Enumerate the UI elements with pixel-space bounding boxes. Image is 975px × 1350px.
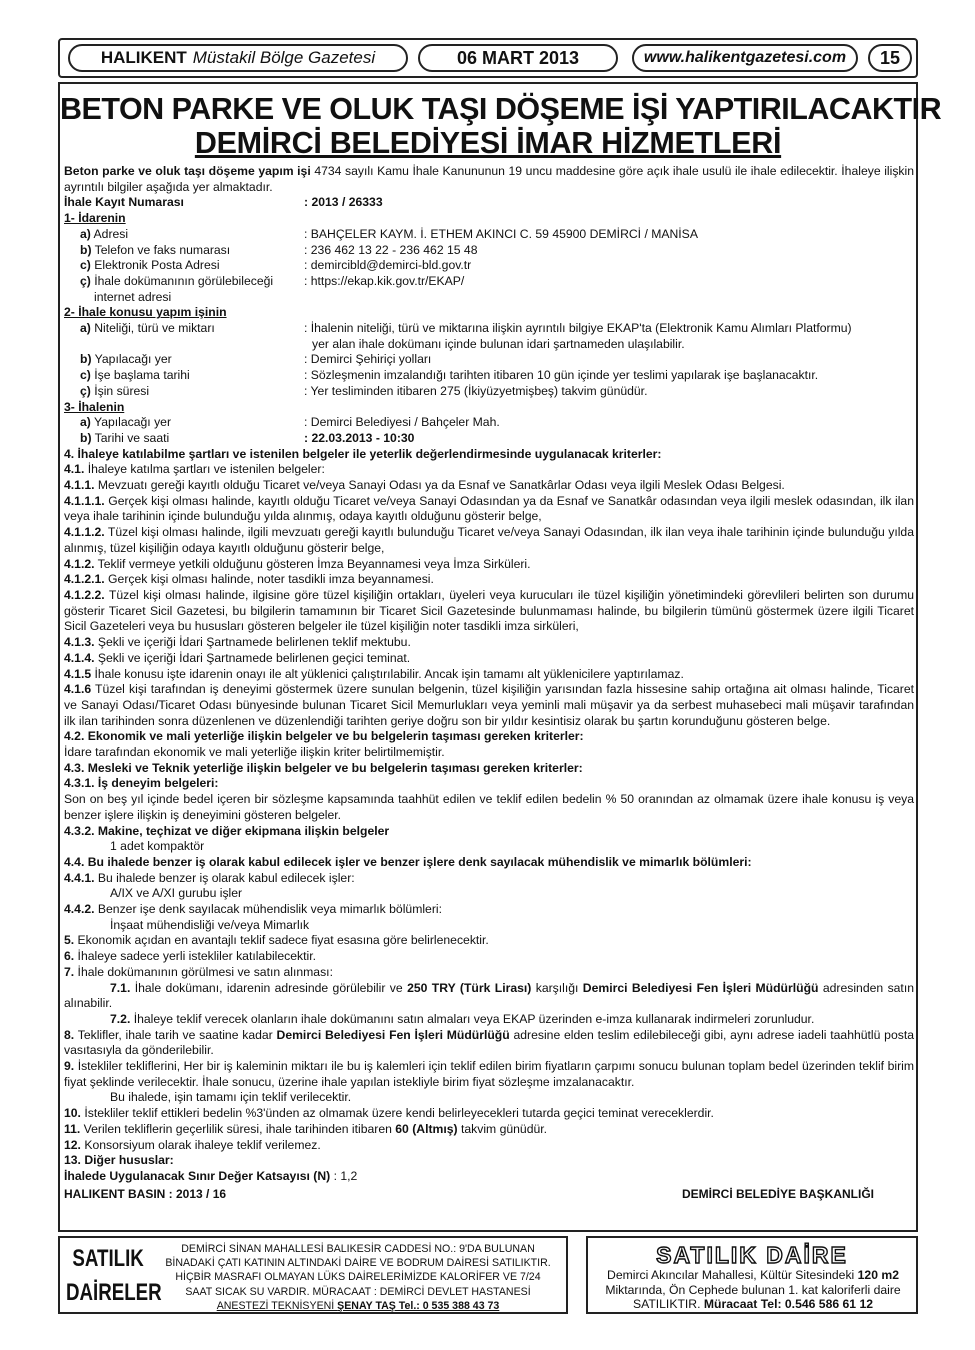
article-frame xyxy=(58,82,942,1232)
p4122-text: Tüzel kişi olması halinde, ilgisine göre tüzel kişiliğin ortakları, üyeleri veya kurucuları ile tüzel kişiliğin yönetimindeki görevlileri belirten son durumu gösterir Ticaret Sicil Gazetesi, bu bilgilerin tamamının bir Ticaret Sicil Gazetesinde bulunmaması halinde, bu bilgilerin tümünü göstermek üzere ilgili Ticaret Sicil Gazeteleri veya bu hususları gösteren belgeler ile tüzel kişiliğin noter tasdikli imza sirküleri, xyxy=(64,587,914,634)
article-headline: BETON PARKE VE OLUK TAŞI DÖŞEME İŞİ YAPTIRILACAKTIR xyxy=(60,92,942,126)
s1-c-value[interactable]: : demircibld@demirci-bld.gov.tr xyxy=(304,258,472,273)
p9-text: İstekliler tekliflerini, Her bir iş kaleminin miktarı ile bu iş kalemleri için teklif edilen birim fiyatların çarpımı sonucu bulunan toplam bedel üzerinden teklif birim fiyat şeklinde verilecektir. İhale sonucu, üzerine ihale yapılan istekliyle birim fiyat sözleşme imzalanacaktır. xyxy=(64,1059,914,1089)
s1-a-value: : BAHÇELER KAYM. İ. ETHEM AKINCI C. 59 45900 DEMİRCİ / MANİSA xyxy=(304,226,698,241)
s2-b-label: Yapılacağı yer xyxy=(91,352,172,367)
p71-key: 7.1. xyxy=(110,980,131,995)
p5-key: 5. xyxy=(64,933,75,948)
section-2-title: 2- İhale konusu yapım işinin xyxy=(64,305,227,320)
s1-d-label: İhale dokümanının görülebileceği xyxy=(90,273,274,288)
p4121 xyxy=(64,572,914,588)
s3-b-value: : 22.03.2013 - 10:30 xyxy=(304,430,415,445)
ad-left-line-1: DEMİRCİ SİNAN MAHALLESİ BALIKESİR CADDESİ NO.: 9'DA BULUNAN xyxy=(181,1243,535,1255)
s2-c-value: : Sözleşmenin imzalandığı tarihten itibaren 10 gün içinde yer teslimi yapılarak işe başlanacaktır. xyxy=(304,368,819,383)
p6 xyxy=(64,949,914,965)
section-1-title: 1- İdarenin xyxy=(64,211,126,226)
press-code: HALIKENT BASIN : 2013 / 16 xyxy=(64,1186,227,1201)
ad-right-contact: Müracaat Tel: 0.546 586 61 12 xyxy=(703,1297,874,1312)
s2-b-row xyxy=(64,352,914,368)
p13-a: İhalede Uygulanacak Sınır Değer Katsayısı (N) xyxy=(64,1169,331,1183)
s3-b-row xyxy=(64,431,914,447)
p4111 xyxy=(64,494,914,525)
p8-a: Teklifler, ihale tarih ve saatine kadar xyxy=(74,1027,277,1042)
s2-d-key: ç) xyxy=(80,383,91,398)
p4122 xyxy=(64,588,914,635)
classified-ad-apartment xyxy=(586,1236,918,1314)
p6-key: 6. xyxy=(64,949,75,964)
s3-a-key: a) xyxy=(80,415,91,430)
s1-c-key: c) xyxy=(80,258,91,273)
p441-text: Bu ihalede benzer iş olarak kabul edilecek işler: xyxy=(94,870,355,885)
p13-body xyxy=(64,1169,914,1185)
p431 xyxy=(64,776,914,792)
p431-text: İş deneyim belgeleri: xyxy=(94,776,219,791)
s1-d-row xyxy=(64,274,914,290)
p41 xyxy=(64,462,914,478)
article-subhead: DEMİRCİ BELEDİYESİ İMAR HİZMETLERİ xyxy=(194,126,782,160)
s1-b-row xyxy=(64,243,914,259)
ad-right-title: SATILIK DAİRE xyxy=(656,1242,848,1268)
ad-left-line-2: BİNADAKİ ÇATI KATININ ALTINDAKİ DAİRE VE BODRUM DAİRESİ SATILIKTIR. xyxy=(165,1257,551,1270)
s2-c-label: İşe başlama tarihi xyxy=(90,368,190,383)
p5 xyxy=(64,933,914,949)
s3-a-value: : Demirci Belediyesi / Bahçeler Mah. xyxy=(304,415,500,430)
brand-name: HALIKENT xyxy=(100,48,187,67)
p431-key: 4.3.1. xyxy=(64,776,95,791)
ad-right-size: 120 m2 xyxy=(857,1268,899,1282)
p411 xyxy=(64,478,914,494)
s2-d-label: İşin süresi xyxy=(90,383,150,398)
ad-left-contact: ŞENAY TAŞ Tel.: 0 535 388 43 73 xyxy=(337,1299,500,1312)
p7-key: 7. xyxy=(64,964,75,979)
p412 xyxy=(64,557,914,573)
ad-right-text xyxy=(592,1268,914,1312)
ad-left-text xyxy=(152,1242,564,1313)
s2-c-key: c) xyxy=(80,368,91,383)
p414-text: Şekli ve içeriği İdari Şartnamede belirlenen geçici teminat. xyxy=(94,650,411,665)
s1-b-value: : 236 462 13 22 - 236 462 15 48 xyxy=(304,242,478,257)
s2-a-label: Niteliği, türü ve miktarı xyxy=(90,321,215,336)
s2-a-value-2: yer alan ihale dokümanı içinde bulunan idari şartnameden ulaşılabilir. xyxy=(312,336,685,351)
p72 xyxy=(64,1012,914,1028)
ad-left-line-3: HİÇBİR MASRAFI OLMAYAN LÜKS DAİRELERİMİZDE KALORİFER VE 7/24 xyxy=(175,1271,541,1284)
s1-d-value[interactable]: : https://ekap.kik.gov.tr/EKAP/ xyxy=(304,273,465,288)
s2-a-row xyxy=(64,321,914,337)
p41-key: 4.1. xyxy=(64,462,85,477)
p8-c: adresine elden teslim edilebileceği gibi, aynı adrese iadeli taahhütlü posta vasıtasıyla da gönderilebilir. xyxy=(64,1027,915,1058)
ad-right-line-3: SATILIKTIR. xyxy=(632,1297,704,1312)
p413-key: 4.1.3. xyxy=(64,635,95,650)
p12 xyxy=(64,1138,914,1154)
p10 xyxy=(64,1106,914,1122)
p415 xyxy=(64,667,914,683)
p11-b: 60 (Altmış) xyxy=(395,1121,458,1136)
p414-key: 4.1.4. xyxy=(64,650,95,665)
issuer-name: DEMİRCİ BELEDİYE BAŞKANLIĞI xyxy=(681,1186,874,1201)
p6-text: İhaleye sadece yerli istekliler katılabilecektir. xyxy=(74,949,316,964)
ad-right-line-2: Miktarında, Ön Cephede bulunan 1. kat kaloriferli daire xyxy=(605,1282,901,1297)
p44: 4.4. Bu ihalede benzer iş olarak kabul edilecek işler ve benzer işlere denk sayılacak mühendislik ve mimarlık bölümleri: xyxy=(64,854,752,869)
p42-text: İdare tarafından ekonomik ve mali yeterliğe ilişkin kriter belirtilmemiştir. xyxy=(64,745,445,760)
p4111-text: Gerçek kişi olması halinde, kayıtlı olduğu Ticaret ve/veya Sanayi Odasından ya da Esnaf ve Sanatkâr odasından veya ilgili meslek odasından, ilk ilan veya ihale tarihinin içinde bulunduğu yılda alınmış, odaya kayıtlı olduğunu gösterir belge, xyxy=(64,493,914,524)
s3-b-key: b) xyxy=(80,430,92,445)
p71-b: 250 TRY (Türk Lirası) xyxy=(407,980,532,995)
p432-body: 1 adet kompaktör xyxy=(110,839,205,854)
p413 xyxy=(64,635,914,651)
p9-key: 9. xyxy=(64,1059,75,1074)
p11-a: Verilen tekliflerin geçerlilik süresi, ihale tarihinden itibaren xyxy=(80,1121,396,1136)
p411-key: 4.1.1. xyxy=(64,478,95,493)
p431-body: Son on beş yıl içinde bedel içeren bir sözleşme kapsamında taahhüt edilen ve teklif edilen bedelin % 50 oranından az olmamak üzere ihale konusu iş veya benzer işlere ilişkin iş deneyimini gösteren belgeler. xyxy=(64,792,914,822)
p412-key: 4.1.2. xyxy=(64,556,95,571)
ad-right-line-1: Demirci Akıncılar Mahallesi, Kültür Sitesindeki xyxy=(607,1268,858,1282)
p41-text: İhaleye katılma şartları ve istenilen belgeler: xyxy=(84,462,325,477)
p11 xyxy=(64,1122,914,1138)
p416 xyxy=(64,682,914,729)
p412-text: Teklif vermeye yetkili olduğunu gösteren İmza Beyannamesi veya İmza Sirküleri. xyxy=(94,556,531,571)
s1-d-label-2: internet adresi xyxy=(94,289,172,304)
s1-a-key: a) xyxy=(80,226,91,241)
p11-key: 11. xyxy=(64,1121,81,1136)
intro-text: 4734 sayılı Kamu İhale Kanununun 19 uncu maddesine göre açık ihale usulü ile ihale edilecektir. İhaleye ilişkin ayrıntılı bilgiler aşağıda yer almaktadır. xyxy=(64,164,914,194)
p7 xyxy=(64,965,914,981)
p42: 4.2. Ekonomik ve mali yeterliğe ilişkin belgeler ve bu belgelerin taşıması gereken kriterler: xyxy=(64,729,584,744)
s1-c-row xyxy=(64,258,914,274)
newspaper-brand xyxy=(68,44,408,72)
s1-d-key: ç) xyxy=(80,273,91,288)
p442-text: Benzer işe denk sayılacak mühendislik veya mimarlık bölümleri: xyxy=(94,902,442,917)
article-footer xyxy=(64,1187,914,1203)
ad-left-title xyxy=(66,1242,162,1310)
p413-text: Şekli ve içeriği İdari Şartnamede belirlenen teklif mektubu. xyxy=(94,635,411,650)
p442 xyxy=(64,902,914,918)
p13-b: : 1,2 xyxy=(330,1169,358,1183)
p13: 13. Diğer hususlar: xyxy=(64,1153,174,1168)
p442-body: İnşaat mühendisliği ve/veya Mimarlık xyxy=(110,917,310,932)
intro-bold: Beton parke ve oluk taşı döşeme yapım işi xyxy=(64,164,311,178)
s1-a-label: Adresi xyxy=(90,226,129,241)
masthead xyxy=(58,38,918,78)
s2-c-row xyxy=(64,368,914,384)
p415-text: İhale konusu işte idarenin onayı ile alt yüklenici çalıştırılabilir. Ancak işin tamamı alt yüklenicilere yaptırılamaz. xyxy=(91,666,684,681)
intro-paragraph xyxy=(64,164,914,195)
p4121-text: Gerçek kişi olması halinde, noter tasdikli imza beyannamesi. xyxy=(104,572,434,587)
website-link[interactable]: www.halikentgazetesi.com xyxy=(632,44,858,72)
p71-a: İhale dokümanı, idarenin adresinde görülebilir ve xyxy=(130,980,408,995)
s2-d-value: : Yer tesliminden itibaren 275 (İkiyüzyetmişbeş) takvim günüdür. xyxy=(304,383,648,398)
s2-b-key: b) xyxy=(80,352,92,367)
brand-tagline: Müstakil Bölge Gazetesi xyxy=(192,48,376,67)
p71-e: adresinden satın alınabilir. xyxy=(64,980,914,1011)
p10-key: 10. xyxy=(64,1106,81,1121)
ad-left-title-1: SATILIK xyxy=(72,1245,144,1272)
ad-left-line-5a: ANESTEZİ TEKNİSYENİ xyxy=(216,1299,338,1312)
s1-b-key: b) xyxy=(80,242,92,257)
p442-key: 4.4.2. xyxy=(64,902,95,917)
p11-c: takvim günüdür. xyxy=(457,1121,548,1136)
s3-a-label: Yapılacağı yer xyxy=(90,415,172,430)
p12-key: 12. xyxy=(64,1137,81,1152)
p416-key: 4.1.6 xyxy=(64,682,92,697)
ad-left-title-2: DAİRELER xyxy=(66,1279,162,1306)
kayit-label: İhale Kayıt Numarası xyxy=(64,195,184,210)
issue-date: 06 MART 2013 xyxy=(418,44,618,72)
kayit-value: : 2013 / 26333 xyxy=(304,195,383,210)
p71-c: karşılığı xyxy=(531,980,583,995)
p432: 4.3.2. Makine, teçhizat ve diğer ekipmana ilişkin belgeler xyxy=(64,823,390,838)
ad-left-line-4: SAAT SICAK SU VARDIR. MÜRACAAT : DEMİRCİ DEVLET HASTANESİ xyxy=(185,1285,531,1298)
p416-text: Tüzel kişi tarafından iş deneyimi göstermek üzere sunulan belgenin, tüzel kişiliğin yarısından fazla hissesine sahip ortağına ait olması halinde, Ticaret ve Sanayi Odası/Ticaret Odası bünyesinde bulunan Ticaret Sicil Memurlukları veya yeminli mali müşavir ya da serbest muhasebeci mali müşavir tarafından ilk ilan tarihinden sonra düzenlenen ve düzenlendiği tarihten geriye doğru son bir yıldır kesintisiz olarak bu şartın korunduğunu gösteren belge. xyxy=(64,682,914,728)
p411-text: Mevzuatı gereği kayıtlı olduğu Ticaret ve/veya Sanayi Odası ya da Esnaf ve Sanatkârlar Odası veya ilgili Meslek Odası Belgesi. xyxy=(94,478,785,493)
page-number: 15 xyxy=(868,44,912,72)
p4121-key: 4.1.2.1. xyxy=(64,572,105,587)
p72-key: 7.2. xyxy=(110,1011,131,1026)
article-body xyxy=(64,164,914,1202)
p441-key: 4.4.1. xyxy=(64,870,95,885)
section-3-title: 3- İhalenin xyxy=(64,399,125,414)
s3-b-label: Tarihi ve saati xyxy=(91,430,170,445)
p71 xyxy=(64,981,914,1012)
p414 xyxy=(64,651,914,667)
p441 xyxy=(64,871,914,887)
kayit-row xyxy=(64,195,914,211)
p9 xyxy=(64,1059,914,1090)
s1-c-label: Elektronik Posta Adresi xyxy=(90,258,220,273)
p415-key: 4.1.5 xyxy=(64,666,92,681)
p72-text: İhaleye teklif verecek olanların ihale dokümanını satın almaları veya EKAP üzerinden e-imza kullanarak indirmeleri zorunludur. xyxy=(130,1011,815,1026)
p43: 4.3. Mesleki ve Teknik yeterliğe ilişkin belgeler ve bu belgelerin taşıması gereken kriterler: xyxy=(64,760,583,775)
p9-body: Bu ihalede, işin tamamı için teklif verilecektir. xyxy=(110,1090,352,1105)
p8-key: 8. xyxy=(64,1027,75,1042)
p4112-key: 4.1.1.2. xyxy=(64,525,105,540)
s2-a-value: : İhalenin niteliği, türü ve miktarına ilişkin ayrıntılı bilgiye EKAP'ta (Elektronik Kamu Alımları Platformu) xyxy=(304,321,852,336)
classified-ad-apartments xyxy=(58,1236,568,1314)
p12-text: Konsorsiyum olarak ihaleye teklif verilemez. xyxy=(80,1137,321,1152)
s3-a-row xyxy=(64,415,914,431)
p4112-text: Tüzel kişi olması halinde, ilgili mevzuatı gereği kayıtlı bulunduğu Ticaret ve/veya Sanayi Odasından, ilk ilan veya ihale tarihinin içinde bulunduğu yılda alınmış, tüzel kişiliğin odaya kayıtlı olduğunu gösterir belge, xyxy=(64,525,914,555)
p8-b: Demirci Belediyesi Fen İşleri Müdürlüğü xyxy=(276,1027,510,1042)
p4: 4. İhaleye katılabilme şartları ve istenilen belgeler ile yeterlik değerlendirmesinde uygulanacak kriterler: xyxy=(64,446,662,461)
s2-d-row xyxy=(64,384,914,400)
p7-text: İhale dokümanının görülmesi ve satın alınması: xyxy=(74,964,333,979)
s2-a-key: a) xyxy=(80,321,91,336)
p71-d: Demirci Belediyesi Fen İşleri Müdürlüğü xyxy=(582,980,819,995)
p441-body: A/IX ve A/XI gurubu işler xyxy=(110,886,243,901)
s2-b-value: : Demirci Şehiriçi yolları xyxy=(304,352,432,367)
p4122-key: 4.1.2.2. xyxy=(64,587,105,602)
s1-a-row xyxy=(64,227,914,243)
s1-b-label: Telefon ve faks numarası xyxy=(91,242,231,257)
p8 xyxy=(64,1028,914,1059)
p4111-key: 4.1.1.1. xyxy=(64,493,105,508)
p4112 xyxy=(64,525,914,556)
p5-text: Ekonomik açıdan en avantajlı teklif sadece fiyat esasına göre belirlenecektir. xyxy=(74,933,489,948)
p10-text: İstekliler teklif ettikleri bedelin %3'ünden az olmamak üzere kendi belirleyecekleri tutarda geçici teminat vereceklerdir. xyxy=(80,1106,714,1121)
